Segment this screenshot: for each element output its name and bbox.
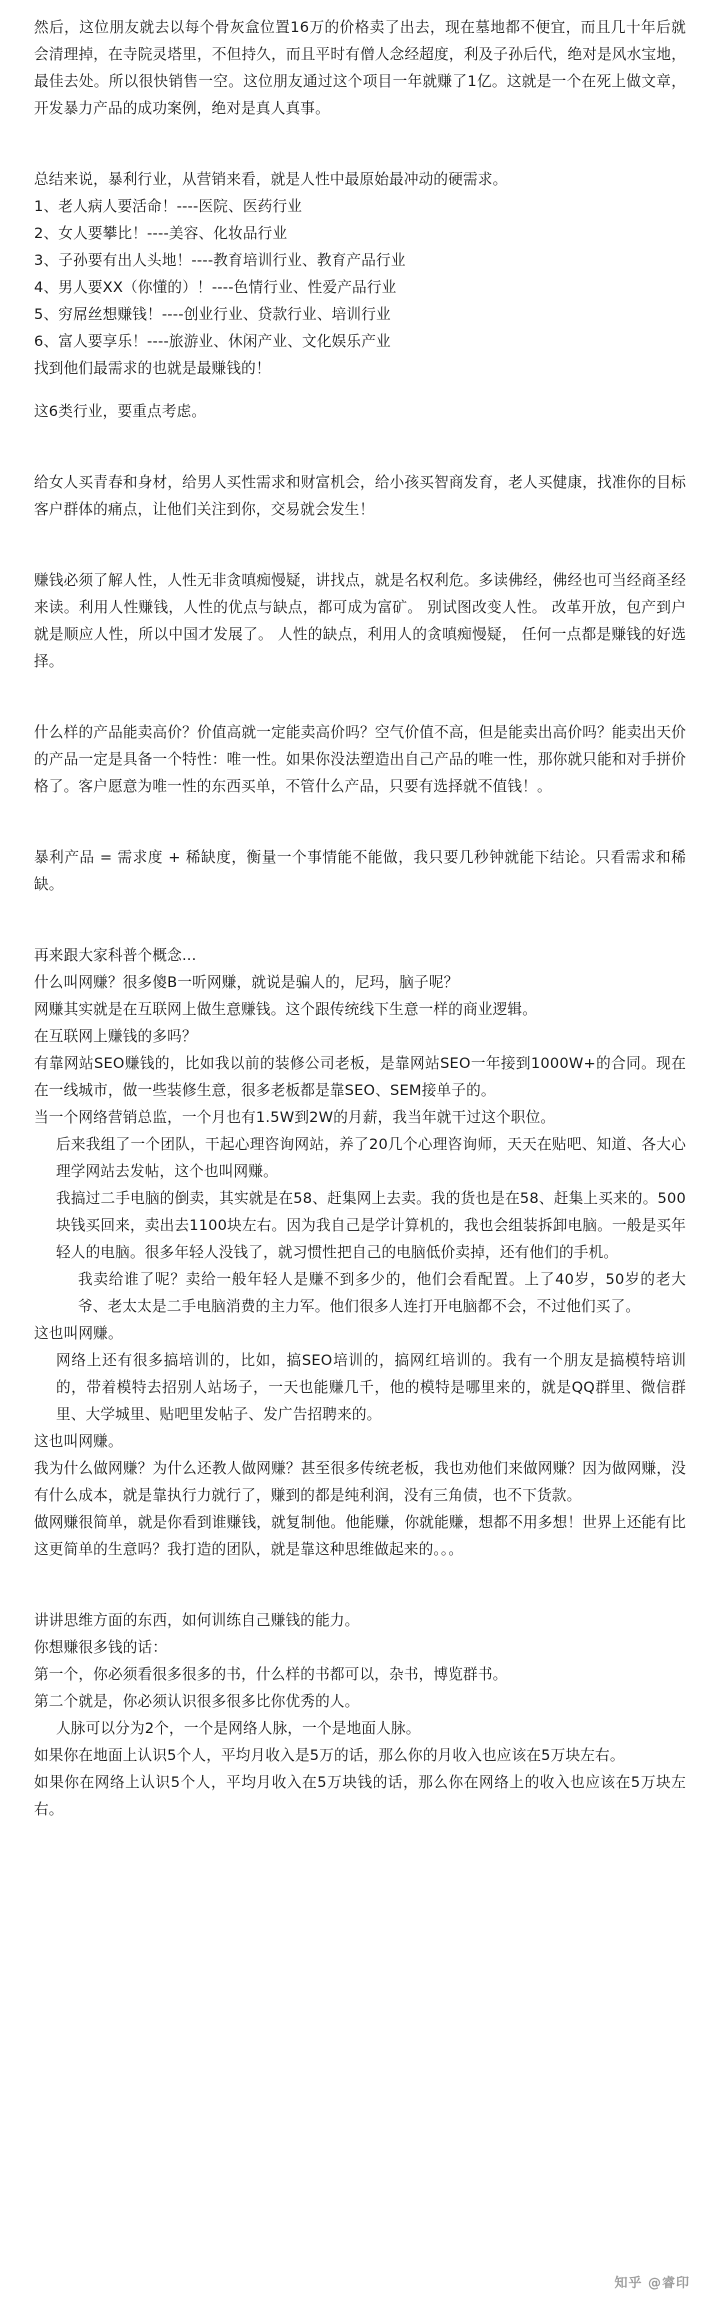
paragraph: 人脉可以分为2个，一个是网络人脉，一个是地面人脉。 [56, 1720, 421, 1737]
paragraph: 这6类行业，要重点考虑。 [34, 403, 207, 420]
paragraph: 第二个就是，你必须认识很多很多比你优秀的人。 [34, 1693, 360, 1710]
paragraph: 5、穷屌丝想赚钱！----创业行业、贷款行业、培训行业 [34, 306, 391, 323]
paragraph-spacer [34, 122, 686, 166]
paragraph: 网赚其实就是在互联网上做生意赚钱。这个跟传统线下生意一样的商业逻辑。 [34, 1001, 537, 1018]
paragraph: 找到他们最需求的也就是最赚钱的！ [34, 360, 271, 377]
paragraph: 你想赚很多钱的话： [34, 1639, 168, 1656]
paragraph: 然后，这位朋友就去以每个骨灰盒位置16万的价格卖了出去，现在墓地都不便宜，而且几十年后就会清理掉，在寺院灵塔里，不但持久，而且平时有僧人念经超度，利及子孙后代，绝对是风水宝地，最佳去处。所以很快销售一空。这位朋友通过这个项目一年就赚了1亿。这就是一个在死上做文章，开发暴力产品的成功案例，绝对是真人真事。 [34, 19, 686, 117]
paragraph: 做网赚很简单，就是你看到谁赚钱，就复制他。他能赚，你就能赚，想都不用多想！世界上还能有比这更简单的生意吗？我打造的团队，就是靠这种思维做起来的。。。 [34, 1514, 686, 1558]
paragraph: 2、女人要攀比！----美容、化妆品行业 [34, 225, 288, 242]
paragraph: 4、男人要XX（你懂的）！----色情行业、性爱产品行业 [34, 279, 397, 296]
paragraph: 如果你在地面上认识5个人，平均月收入是5万的话，那么你的月收入也应该在5万块左右。 [34, 1747, 625, 1764]
paragraph: 网络上还有很多搞培训的，比如，搞SEO培训的，搞网红培训的。我有一个朋友是搞模特培训的，带着模特去招别人站场子，一天也能赚几千，他的模特是哪里来的，就是QQ群里、微信群里、大学城里、贴吧里发帖子、发广告招聘来的。 [56, 1352, 686, 1423]
paragraph: 3、子孙要有出人头地！----教育培训行业、教育产品行业 [34, 252, 406, 269]
watermark [0, 2272, 720, 2291]
paragraph: 赚钱必须了解人性，人性无非贪嗔痴慢疑，讲找点，就是名权利危。多读佛经，佛经也可当经商圣经来读。利用人性赚钱，人性的优点与缺点，都可成为富矿。 别试图改变人性。 改革开放，包产到户就是顺应人性，所以中国才发展了。 人性的缺点，利用人的贪嗔痴慢疑， 任何一点都是赚钱的好选择。 [34, 572, 686, 670]
paragraph-spacer [34, 425, 686, 469]
paragraph: 如果你在网络上认识5个人，平均月收入在5万块钱的话，那么你在网络上的收入也应该在5万块左右。 [34, 1774, 686, 1818]
paragraph: 我搞过二手电脑的倒卖，其实就是在58、赶集网上去卖。我的货也是在58、赶集上买来的。500块钱买回来，卖出去1100块左右。因为我自己是学计算机的，我也会组装拆卸电脑。一般是买年轻人的电脑。很多年轻人没钱了，就习惯性把自己的电脑低价卖掉，还有他们的手机。 [56, 1190, 686, 1261]
paragraph: 当一个网络营销总监，一个月也有1.5W到2W的月薪，我当年就干过这个职位。 [34, 1109, 556, 1126]
paragraph: 有靠网站SEO赚钱的，比如我以前的装修公司老板，是靠网站SEO一年接到1000W+的合同。现在在一线城市，做一些装修生意，很多老板都是靠SEO、SEM接单子的。 [34, 1055, 686, 1099]
paragraph: 6、富人要享乐！----旅游业、休闲产业、文化娱乐产业 [34, 333, 391, 350]
paragraph: 什么叫网赚？很多傻B一听网赚，就说是骗人的，尼玛，脑子呢？ [34, 974, 459, 991]
paragraph-spacer [34, 523, 686, 567]
paragraph-spacer [34, 800, 686, 844]
paragraph-spacer [34, 382, 686, 398]
watermark-text: 知乎 @睿印 [614, 2276, 690, 2291]
paragraph: 再来跟大家科普个概念... [34, 947, 197, 964]
paragraph: 后来我组了一个团队，干起心理咨询网站，养了20几个心理咨询师，天天在贴吧、知道、各大心理学网站去发帖，这个也叫网赚。 [56, 1136, 686, 1180]
paragraph-spacer [34, 1563, 686, 1607]
paragraph: 在互联网上赚钱的多吗？ [34, 1028, 197, 1045]
paragraph: 我卖给谁了呢？卖给一般年轻人是赚不到多少的，他们会看配置。上了40岁，50岁的老大爷、老太太是二手电脑消费的主力军。他们很多人连打开电脑都不会，不过他们买了。 [78, 1271, 686, 1315]
document-body [34, 14, 686, 1823]
paragraph: 讲讲思维方面的东西，如何训练自己赚钱的能力。 [34, 1612, 360, 1629]
paragraph-spacer [34, 675, 686, 719]
paragraph-spacer [34, 898, 686, 942]
paragraph: 这也叫网赚。 [34, 1433, 123, 1450]
paragraph: 什么样的产品能卖高价？价值高就一定能卖高价吗？空气价值不高，但是能卖出高价吗？能卖出天价的产品一定是具备一个特性：唯一性。如果你没法塑造出自己产品的唯一性，那你就只能和对手拼价格了。客户愿意为唯一性的东西买单，不管什么产品，只要有选择就不值钱！。 [34, 724, 686, 795]
paragraph: 暴利产品 = 需求度 + 稀缺度，衡量一个事情能不能做，我只要几秒钟就能下结论。只看需求和稀缺。 [34, 849, 686, 893]
paragraph: 给女人买青春和身材，给男人买性需求和财富机会，给小孩买智商发育，老人买健康，找准你的目标客户群体的痛点，让他们关注到你，交易就会发生！ [34, 474, 686, 518]
paragraph: 总结来说，暴利行业，从营销来看，就是人性中最原始最冲动的硬需求。 [34, 171, 508, 188]
paragraph: 第一个，你必须看很多很多的书，什么样的书都可以，杂书，博览群书。 [34, 1666, 508, 1683]
paragraph: 这也叫网赚。 [34, 1325, 123, 1342]
paragraph: 我为什么做网赚？为什么还教人做网赚？甚至很多传统老板，我也劝他们来做网赚？因为做网赚，没有什么成本，就是靠执行力就行了，赚到的都是纯利润，没有三角债，也不下货款。 [34, 1460, 686, 1504]
paragraph: 1、老人病人要活命！----医院、医药行业 [34, 198, 303, 215]
